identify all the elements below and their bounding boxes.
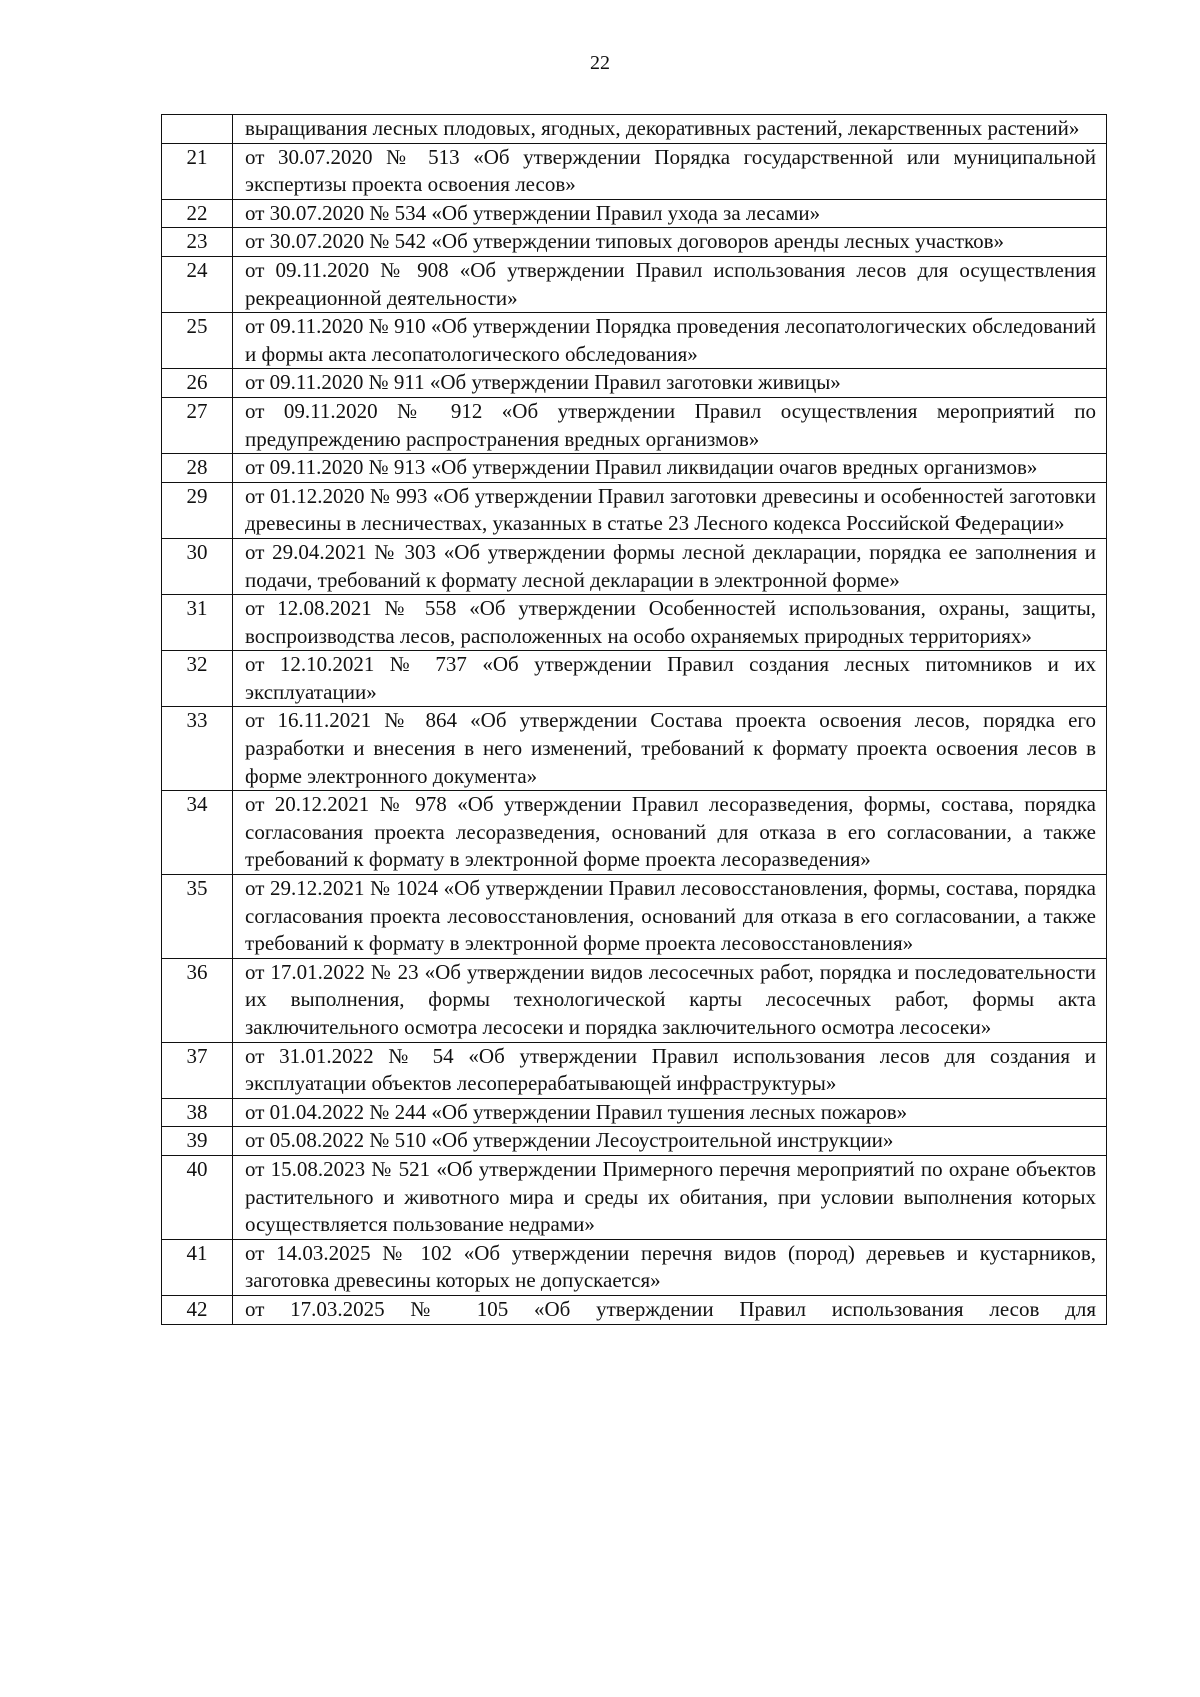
row-number: 29 (162, 482, 233, 538)
table-row (162, 369, 1107, 398)
row-text: от 15.08.2023 № 521 «Об утверждении Примерного перечня мероприятий по охране объектов растительного и животного мира и среды их обитания, при условии выполнения которых осуществляется пользование недрами» (233, 1155, 1107, 1239)
row-text: от 12.08.2021 № 558 «Об утверждении Особенностей использования, охраны, защиты, воспроизводства лесов, расположенных на особо охраняемых природных территориях» (233, 595, 1107, 651)
row-number: 41 (162, 1239, 233, 1295)
table-row (162, 1098, 1107, 1127)
row-number: 36 (162, 958, 233, 1042)
row-number: 28 (162, 454, 233, 483)
table-row (162, 256, 1107, 312)
row-number: 34 (162, 791, 233, 875)
row-number: 22 (162, 199, 233, 228)
table-row (162, 143, 1107, 199)
row-text: от 17.01.2022 № 23 «Об утверждении видов лесосечных работ, порядка и последовательности их выполнения, формы технологической карты лесосечных работ, формы акта заключительного осмотра лесосеки и порядка заключительного осмотра лесосеки» (233, 958, 1107, 1042)
row-text: от 31.01.2022 № 54 «Об утверждении Правил использования лесов для создания и эксплуатации объектов лесоперерабатывающей инфраструктуры» (233, 1042, 1107, 1098)
table-row (162, 875, 1107, 959)
row-text: от 29.12.2021 № 1024 «Об утверждении Правил лесовосстановления, формы, состава, порядка согласования проекта лесовосстановления, оснований для отказа в его согласовании, а также требований к формату в электронной форме проекта лесовосстановления» (233, 875, 1107, 959)
row-number: 21 (162, 143, 233, 199)
table-row (162, 1042, 1107, 1098)
row-text: от 17.03.2025 № 105 «Об утверждении Правил использования лесов для (233, 1295, 1107, 1324)
row-text: от 30.07.2020 № 513 «Об утверждении Порядка государственной или муниципальной экспертизы проекта освоения лесов» (233, 143, 1107, 199)
row-text: от 09.11.2020 № 910 «Об утверждении Порядка проведения лесопатологических обследований и формы акта лесопатологического обследования» (233, 313, 1107, 369)
row-text: от 29.04.2021 № 303 «Об утверждении формы лесной декларации, порядка ее заполнения и подачи, требований к формату лесной декларации в электронной форме» (233, 538, 1107, 594)
row-number: 23 (162, 228, 233, 257)
table-row (162, 538, 1107, 594)
row-text: от 12.10.2021 № 737 «Об утверждении Правил создания лесных питомников и их эксплуатации» (233, 651, 1107, 707)
row-text: от 30.07.2020 № 542 «Об утверждении типовых договоров аренды лесных участков» (233, 228, 1107, 257)
row-number: 24 (162, 256, 233, 312)
table-row (162, 595, 1107, 651)
row-number: 26 (162, 369, 233, 398)
row-text: от 30.07.2020 № 534 «Об утверждении Правил ухода за лесами» (233, 199, 1107, 228)
table-row (162, 707, 1107, 791)
table-row (162, 651, 1107, 707)
table-row (162, 397, 1107, 453)
row-text: от 09.11.2020 № 912 «Об утверждении Правил осуществления мероприятий по предупреждению распространения вредных организмов» (233, 397, 1107, 453)
row-number: 35 (162, 875, 233, 959)
row-text: от 01.12.2020 № 993 «Об утверждении Правил заготовки древесины и особенностей заготовки древесины в лесничествах, указанных в статье 23 Лесного кодекса Российской Федерации» (233, 482, 1107, 538)
row-number: 40 (162, 1155, 233, 1239)
table-row (162, 791, 1107, 875)
row-text: от 09.11.2020 № 911 «Об утверждении Правил заготовки живицы» (233, 369, 1107, 398)
table-row (162, 228, 1107, 257)
table-row (162, 1155, 1107, 1239)
row-text: от 14.03.2025 № 102 «Об утверждении перечня видов (пород) деревьев и кустарников, заготовка древесины которых не допускается» (233, 1239, 1107, 1295)
row-number: 30 (162, 538, 233, 594)
table-row (162, 482, 1107, 538)
row-number: 27 (162, 397, 233, 453)
row-text: от 09.11.2020 № 913 «Об утверждении Правил ликвидации очагов вредных организмов» (233, 454, 1107, 483)
row-number: 39 (162, 1127, 233, 1156)
row-number: 32 (162, 651, 233, 707)
row-number (162, 115, 233, 144)
row-text: от 09.11.2020 № 908 «Об утверждении Правил использования лесов для осуществления рекреационной деятельности» (233, 256, 1107, 312)
table-row (162, 1295, 1107, 1324)
table-row (162, 199, 1107, 228)
table-row (162, 313, 1107, 369)
regulations-table (161, 114, 1107, 1325)
table-row (162, 454, 1107, 483)
row-number: 33 (162, 707, 233, 791)
row-text: от 16.11.2021 № 864 «Об утверждении Состава проекта освоения лесов, порядка его разработки и внесения в него изменений, требований к формату проекта освоения лесов в форме электронного документа» (233, 707, 1107, 791)
row-text: от 20.12.2021 № 978 «Об утверждении Правил лесоразведения, формы, состава, порядка согласования проекта лесоразведения, оснований для отказа в его согласовании, а также требований к формату в электронной форме проекта лесоразведения» (233, 791, 1107, 875)
row-text: от 05.08.2022 № 510 «Об утверждении Лесоустроительной инструкции» (233, 1127, 1107, 1156)
row-number: 37 (162, 1042, 233, 1098)
row-number: 42 (162, 1295, 233, 1324)
row-number: 38 (162, 1098, 233, 1127)
table-row (162, 1239, 1107, 1295)
row-text: от 01.04.2022 № 244 «Об утверждении Правил тушения лесных пожаров» (233, 1098, 1107, 1127)
table-row (162, 115, 1107, 144)
table-row (162, 958, 1107, 1042)
table-row (162, 1127, 1107, 1156)
row-text: выращивания лесных плодовых, ягодных, декоративных растений, лекарственных растений» (233, 115, 1107, 144)
row-number: 31 (162, 595, 233, 651)
row-number: 25 (162, 313, 233, 369)
page-number: 22 (590, 52, 610, 74)
